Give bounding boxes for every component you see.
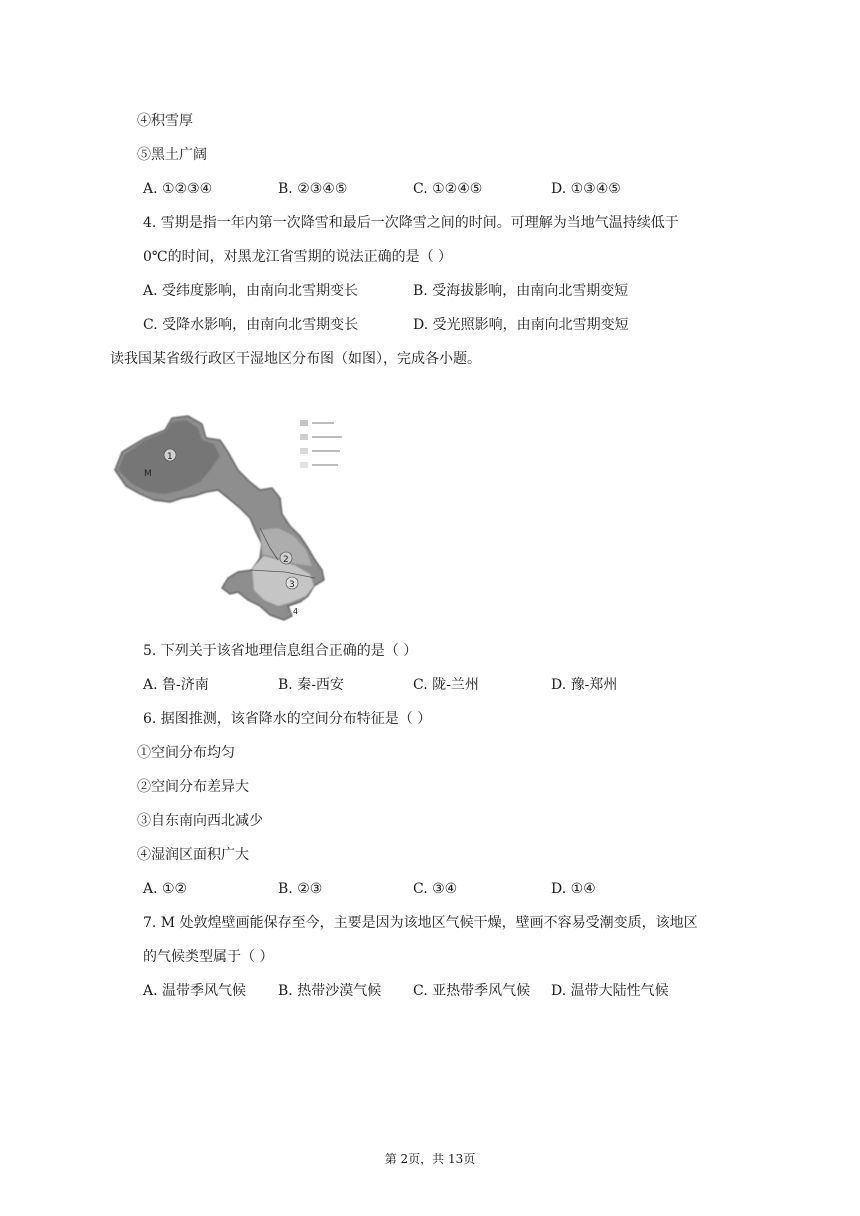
q5-option-c: C. 陇-兰州 <box>413 677 479 693</box>
q4-option-d: D. 受光照影响，由南向北雪期变短 <box>413 317 629 333</box>
q7-option-d: D. 温带大陆性气候 <box>551 983 669 999</box>
q5-option-d: D. 豫-郑州 <box>551 677 618 693</box>
q3-option-a: A. ①②③④ <box>143 181 213 197</box>
q3-option-b: B. ②③④⑤ <box>278 181 348 197</box>
map-label-2: 2 <box>283 555 289 565</box>
page-footer: 第 2页，共 13页 <box>384 1152 476 1166</box>
q7-option-c: C. 亚热带季风气候 <box>413 983 531 999</box>
q3-option-c: C. ①②④⑤ <box>413 181 483 197</box>
list-item: ⑤黑土广阔 <box>137 147 207 163</box>
q7-stem-line2: 的气候类型属于（ ） <box>143 949 274 965</box>
list-item: ③自东南向西北减少 <box>137 813 263 829</box>
q4-stem-line2: 0℃的时间，对黑龙江省雪期的说法正确的是（ ） <box>143 249 453 265</box>
map-label-4: 4 <box>293 607 299 616</box>
q3-option-d: D. ①③④⑤ <box>551 181 621 197</box>
q4-option-c: C. 受降水影响，由南向北雪期变长 <box>143 317 359 333</box>
q6-option-b: B. ②③ <box>278 881 323 897</box>
q7-option-a: A. 温带季风气候 <box>143 983 247 999</box>
q7-option-b: B. 热带沙漠气候 <box>278 983 382 999</box>
map-label-m: M <box>144 469 152 479</box>
section-intro: 读我国某省级行政区干湿地区分布图（如图），完成各小题。 <box>110 351 481 367</box>
province-map-figure <box>110 410 370 625</box>
list-item: ④湿润区面积广大 <box>137 847 249 863</box>
list-item: ②空间分布差异大 <box>137 779 249 795</box>
province-map <box>110 410 370 625</box>
q6-option-c: C. ③④ <box>413 881 458 897</box>
map-label-1: 1 <box>167 452 173 462</box>
q5-stem: 5. 下列关于该省地理信息组合正确的是（ ） <box>143 643 418 659</box>
q6-stem: 6. 据图推测，该省降水的空间分布特征是（ ） <box>143 711 432 727</box>
q4-option-a: A. 受纬度影响，由南向北雪期变长 <box>143 283 359 299</box>
q5-option-b: B. 秦-西安 <box>278 677 344 693</box>
map-label-3: 3 <box>289 580 295 590</box>
q4-stem-line1: 4. 雪期是指一年内第一次降雪和最后一次降雪之间的时间。可理解为当地气温持续低于 <box>143 215 679 231</box>
list-item: ④积雪厚 <box>137 113 193 129</box>
q5-option-a: A. 鲁-济南 <box>143 677 209 693</box>
list-item: ①空间分布均匀 <box>137 745 235 761</box>
q7-stem-line1: 7. M 处敦煌壁画能保存至今，主要是因为该地区气候干燥，壁画不容易受潮变质，该地区 <box>143 915 698 931</box>
q4-option-b: B. 受海拔影响，由南向北雪期变短 <box>413 283 629 299</box>
q6-option-a: A. ①② <box>143 881 188 897</box>
q6-option-d: D. ①④ <box>551 881 596 897</box>
map-legend <box>300 420 342 468</box>
